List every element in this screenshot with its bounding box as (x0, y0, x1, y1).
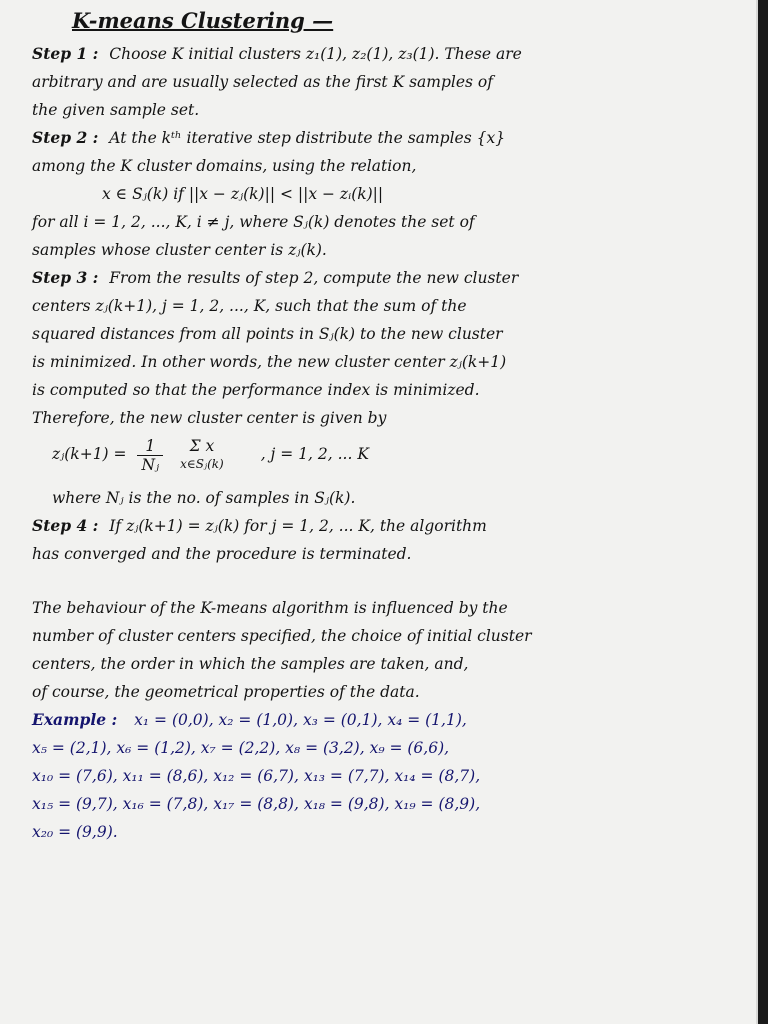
step-3-line-4: is minimized. In other words, the new cluster center zⱼ(k+1) (32, 353, 507, 371)
cluster-center-formula (32, 432, 734, 476)
step-1-line-1 (32, 40, 734, 68)
step-4-line-2: has converged and the procedure is terminated. (32, 545, 412, 563)
formula-sum (180, 437, 224, 473)
step-1-line-3: the given sample set. (32, 101, 200, 119)
step-1-block (32, 40, 734, 124)
sum-subscript: x∈Sⱼ(k) (180, 457, 224, 471)
step-2-line-3: for all i = 1, 2, ..., K, i ≠ j, where Sⱼ(k) denotes the set of (32, 213, 475, 231)
step-3-text: From the results of step 2, compute the new cluster (109, 269, 519, 287)
step-4-text: If zⱼ(k+1) = zⱼ(k) for j = 1, 2, ... K, the algorithm (109, 517, 487, 535)
step-3-block (32, 264, 734, 512)
step-2-label: Step 2 : (32, 128, 99, 147)
formula-rhs: , j = 1, 2, ... K (260, 445, 369, 463)
fraction-denominator: Nⱼ (141, 455, 160, 474)
step-3-line-3: squared distances from all points in Sⱼ(k) to the new cluster (32, 325, 503, 343)
example-line-3: x₁₀ = (7,6), x₁₁ = (8,6), x₁₂ = (6,7), x₁₃ = (7,7), x₁₄ = (8,7), (32, 767, 481, 785)
behaviour-line-3: centers, the order in which the samples are taken, and, (32, 655, 469, 673)
step-3-where: where Nⱼ is the no. of samples in Sⱼ(k). (52, 489, 356, 507)
example-label: Example : (32, 710, 118, 729)
step-4-line-1 (32, 512, 734, 540)
formula-lhs: zⱼ(k+1) = (52, 445, 127, 463)
page-title: K-means Clustering — (72, 8, 334, 33)
fraction-numerator: 1 (137, 437, 163, 456)
step-4-block (32, 512, 734, 568)
behaviour-paragraph (32, 594, 734, 706)
sum-symbol: Σ x (189, 437, 215, 455)
step-2-line-2: among the K cluster domains, using the relation, (32, 157, 417, 175)
behaviour-line-4: of course, the geometrical properties of the data. (32, 683, 420, 701)
example-line-5: x₂₀ = (9,9). (32, 823, 118, 841)
step-3-line-5: is computed so that the performance index is minimized. (32, 381, 480, 399)
example-block (32, 706, 734, 846)
step-2-block (32, 124, 734, 264)
formula-fraction (137, 437, 163, 474)
step-1-line-2: arbitrary and are usually selected as the first K samples of (32, 73, 493, 91)
step-2-relation: x ∈ Sⱼ(k) if ||x − zⱼ(k)|| < ||x − zᵢ(k)|| (102, 185, 384, 203)
behaviour-line-2: number of cluster centers specified, the choice of initial cluster (32, 627, 532, 645)
step-3-line-6: Therefore, the new cluster center is given by (32, 409, 387, 427)
step-3-line-1 (32, 264, 734, 292)
step-1-text: Choose K initial clusters z₁(1), z₂(1), z₃(1). These are (109, 45, 522, 63)
step-2-line-1 (32, 124, 734, 152)
step-2-line-4: samples whose cluster center is zⱼ(k). (32, 241, 327, 259)
step-1-label: Step 1 : (32, 44, 99, 63)
step-3-label: Step 3 : (32, 268, 99, 287)
step-2-text: At the kᵗʰ iterative step distribute the samples {x} (109, 129, 506, 147)
example-text: x₁ = (0,0), x₂ = (1,0), x₃ = (0,1), x₄ = (1,1), (134, 711, 467, 729)
example-line-1 (32, 706, 734, 734)
example-line-4: x₁₅ = (9,7), x₁₆ = (7,8), x₁₇ = (8,8), x₁₈ = (9,8), x₁₉ = (8,9), (32, 795, 481, 813)
spacer (32, 568, 734, 594)
step-4-label: Step 4 : (32, 516, 99, 535)
example-line-2: x₅ = (2,1), x₆ = (1,2), x₇ = (2,2), x₈ = (3,2), x₉ = (6,6), (32, 739, 450, 757)
step-3-line-2: centers zⱼ(k+1), j = 1, 2, ..., K, such that the sum of the (32, 297, 467, 315)
spacer (32, 476, 734, 484)
behaviour-line-1: The behaviour of the K-means algorithm is influenced by the (32, 599, 508, 617)
